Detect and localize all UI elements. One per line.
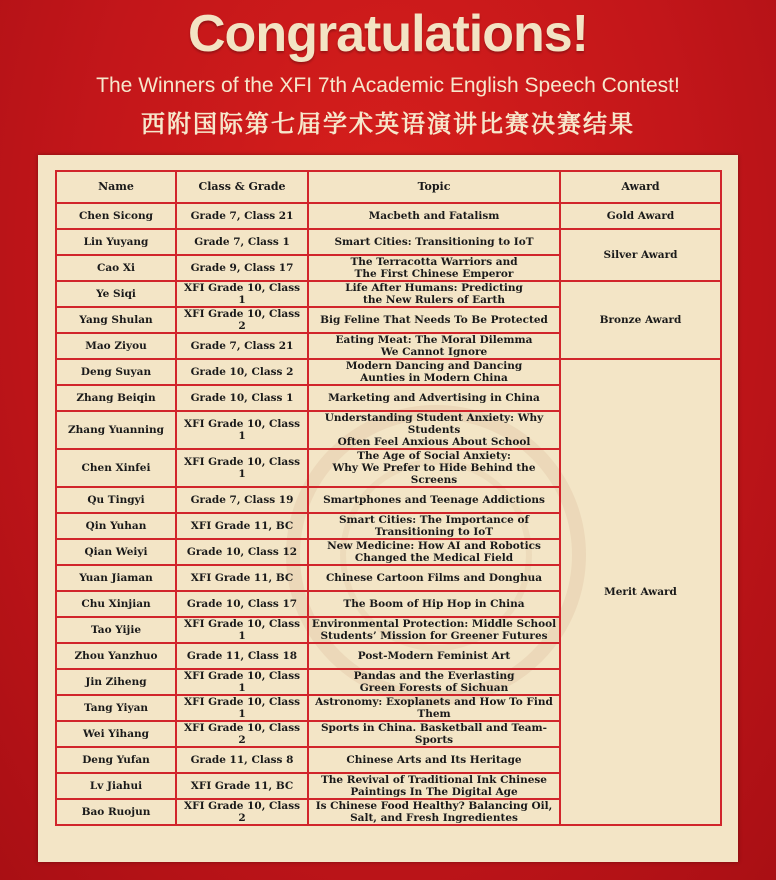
cell-name: Chen Xinfei: [56, 449, 176, 487]
cell-class-grade: Grade 11, Class 18: [176, 643, 308, 669]
cell-name: Tao Yijie: [56, 617, 176, 643]
cell-name: Qin Yuhan: [56, 513, 176, 539]
cell-class-grade: Grade 9, Class 17: [176, 255, 308, 281]
cell-name: Deng Suyan: [56, 359, 176, 385]
cell-class-grade: XFI Grade 10, Class 1: [176, 411, 308, 449]
cell-class-grade: XFI Grade 11, BC: [176, 513, 308, 539]
cell-name: Yang Shulan: [56, 307, 176, 333]
cell-topic: Chinese Arts and Its Heritage: [308, 747, 560, 773]
table-header-row: [56, 171, 721, 203]
cell-topic: The Boom of Hip Hop in China: [308, 591, 560, 617]
cell-class-grade: Grade 7, Class 1: [176, 229, 308, 255]
header-topic: Topic: [308, 171, 560, 203]
cell-class-grade: XFI Grade 10, Class 1: [176, 669, 308, 695]
header-name: Name: [56, 171, 176, 203]
cell-topic: The Age of Social Anxiety: Why We Prefer to Hide Behind the Screens: [308, 449, 560, 487]
cell-topic: Big Feline That Needs To Be Protected: [308, 307, 560, 333]
cell-class-grade: Grade 10, Class 1: [176, 385, 308, 411]
cell-name: Zhou Yanzhuo: [56, 643, 176, 669]
cell-topic: Smart Cities: Transitioning to IoT: [308, 229, 560, 255]
cell-award: Bronze Award: [560, 281, 721, 359]
cell-award: Gold Award: [560, 203, 721, 229]
results-body: [56, 203, 721, 825]
table-row: [56, 281, 721, 307]
cell-name: Zhang Beiqin: [56, 385, 176, 411]
cell-class-grade: Grade 7, Class 21: [176, 333, 308, 359]
cell-topic: Astronomy: Exoplanets and How To Find Them: [308, 695, 560, 721]
subtitle-chinese: 西附国际第七届学术英语演讲比赛决赛结果: [141, 110, 635, 138]
header-class-grade: Class & Grade: [176, 171, 308, 203]
cell-name: Chu Xinjian: [56, 591, 176, 617]
cell-topic: Macbeth and Fatalism: [308, 203, 560, 229]
cell-class-grade: XFI Grade 11, BC: [176, 565, 308, 591]
results-panel: [38, 155, 738, 862]
page-title: Congratulations!: [188, 5, 588, 63]
cell-class-grade: XFI Grade 10, Class 1: [176, 449, 308, 487]
cell-name: Zhang Yuanning: [56, 411, 176, 449]
cell-topic: New Medicine: How AI and Robotics Changed the Medical Field: [308, 539, 560, 565]
cell-topic: Is Chinese Food Healthy? Balancing Oil, Salt, and Fresh Ingredientes: [308, 799, 560, 825]
cell-topic: Life After Humans: Predicting the New Rulers of Earth: [308, 281, 560, 307]
cell-name: Cao Xi: [56, 255, 176, 281]
cell-name: Jin Ziheng: [56, 669, 176, 695]
cell-topic: Post-Modern Feminist Art: [308, 643, 560, 669]
header-award: Award: [560, 171, 721, 203]
cell-class-grade: Grade 7, Class 21: [176, 203, 308, 229]
cell-award: Silver Award: [560, 229, 721, 281]
subtitle-english: The Winners of the XFI 7th Academic English Speech Contest!: [96, 74, 680, 97]
table-row: [56, 203, 721, 229]
cell-class-grade: XFI Grade 10, Class 1: [176, 281, 308, 307]
cell-class-grade: XFI Grade 10, Class 2: [176, 799, 308, 825]
results-table: [55, 170, 722, 826]
cell-topic: Chinese Cartoon Films and Donghua: [308, 565, 560, 591]
cell-topic: Environmental Protection: Middle School Students’ Mission for Greener Futures: [308, 617, 560, 643]
cell-class-grade: Grade 11, Class 8: [176, 747, 308, 773]
cell-name: Ye Siqi: [56, 281, 176, 307]
cell-class-grade: XFI Grade 11, BC: [176, 773, 308, 799]
cell-topic: Sports in China. Basketball and Team-Sports: [308, 721, 560, 747]
cell-name: Lin Yuyang: [56, 229, 176, 255]
cell-topic: The Revival of Traditional Ink Chinese Paintings In The Digital Age: [308, 773, 560, 799]
cell-class-grade: Grade 7, Class 19: [176, 487, 308, 513]
table-row: [56, 229, 721, 255]
cell-name: Qian Weiyi: [56, 539, 176, 565]
cell-name: Lv Jiahui: [56, 773, 176, 799]
cell-topic: Pandas and the Everlasting Green Forests of Sichuan: [308, 669, 560, 695]
cell-class-grade: Grade 10, Class 12: [176, 539, 308, 565]
cell-topic: Smartphones and Teenage Addictions: [308, 487, 560, 513]
cell-topic: Eating Meat: The Moral Dilemma We Cannot Ignore: [308, 333, 560, 359]
cell-name: Yuan Jiaman: [56, 565, 176, 591]
cell-class-grade: XFI Grade 10, Class 1: [176, 695, 308, 721]
cell-topic: Marketing and Advertising in China: [308, 385, 560, 411]
cell-topic: Understanding Student Anxiety: Why Students Often Feel Anxious About School: [308, 411, 560, 449]
cell-name: Bao Ruojun: [56, 799, 176, 825]
cell-name: Qu Tingyi: [56, 487, 176, 513]
cell-award: Merit Award: [560, 359, 721, 825]
cell-topic: Modern Dancing and Dancing Aunties in Modern China: [308, 359, 560, 385]
cell-name: Mao Ziyou: [56, 333, 176, 359]
cell-name: Wei Yihang: [56, 721, 176, 747]
cell-class-grade: Grade 10, Class 2: [176, 359, 308, 385]
cell-class-grade: XFI Grade 10, Class 2: [176, 307, 308, 333]
cell-class-grade: XFI Grade 10, Class 1: [176, 617, 308, 643]
cell-topic: The Terracotta Warriors and The First Chinese Emperor: [308, 255, 560, 281]
cell-name: Deng Yufan: [56, 747, 176, 773]
cell-name: Tang Yiyan: [56, 695, 176, 721]
cell-name: Chen Sicong: [56, 203, 176, 229]
cell-topic: Smart Cities: The Importance of Transitioning to IoT: [308, 513, 560, 539]
cell-class-grade: Grade 10, Class 17: [176, 591, 308, 617]
cell-class-grade: XFI Grade 10, Class 2: [176, 721, 308, 747]
table-row: [56, 359, 721, 385]
